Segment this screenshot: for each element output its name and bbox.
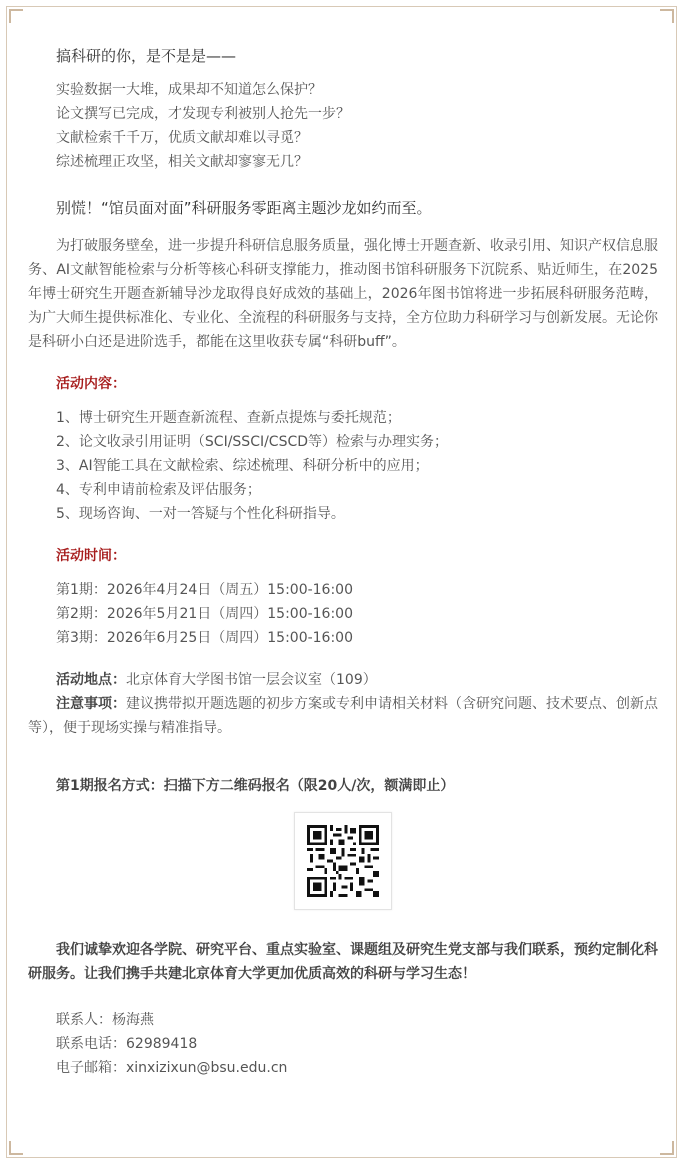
contact-phone: 联系电话：62989418 bbox=[56, 1036, 198, 1052]
content-item: 1、博士研究生开题查新流程、查新点提炼与委托规范； bbox=[56, 410, 401, 426]
content-item: 3、AI智能工具在文献检索、综述梳理、科研分析中的应用； bbox=[56, 458, 429, 474]
qr-code[interactable] bbox=[294, 812, 392, 910]
session-item: 第3期：2026年6月25日（周四）15:00-16:00 bbox=[56, 630, 354, 646]
notes-line bbox=[28, 692, 658, 740]
article-body bbox=[28, 44, 658, 1080]
session-item: 第1期：2026年4月24日（周五）15:00-16:00 bbox=[56, 582, 354, 598]
corner-ornament bbox=[660, 9, 674, 23]
location-label: 活动地点： bbox=[56, 672, 126, 688]
slogan: 别慌！“馆员面对面”科研服务零距离主题沙龙如约而至。 bbox=[56, 199, 432, 217]
intro-question: 实验数据一大堆，成果却不知道怎么保护？ bbox=[56, 82, 322, 98]
contact-email[interactable]: 电子邮箱：xinxizixun@bsu.edu.cn bbox=[56, 1060, 288, 1076]
corner-ornament bbox=[9, 9, 23, 23]
content-item: 5、现场咨询、一对一答疑与个性化科研指导。 bbox=[56, 506, 345, 522]
corner-ornament bbox=[9, 1141, 23, 1155]
activity-content-heading: 活动内容： bbox=[56, 376, 126, 392]
content-item: 2、论文收录引用证明（SCI/SSCI/CSCD等）检索与办理实务； bbox=[56, 434, 449, 450]
intro-question: 论文撰写已完成，才发现专利被别人抢先一步？ bbox=[56, 106, 350, 122]
closing-paragraph: 我们诚挚欢迎各学院、研究平台、重点实验室、课题组及研究生党支部与我们联系，预约定制化科研服务。让我们携手共建北京体育大学更加优质高效的科研与学习生态！ bbox=[28, 942, 658, 982]
intro-question: 文献检索千千万，优质文献却难以寻觅？ bbox=[56, 130, 308, 146]
session-item: 第2期：2026年5月21日（周四）15:00-16:00 bbox=[56, 606, 354, 622]
intro-title: 搞科研的你，是不是是—— bbox=[56, 47, 237, 65]
activity-time-heading: 活动时间： bbox=[56, 548, 126, 564]
location-value: 北京体育大学图书馆一层会议室（109） bbox=[126, 672, 377, 688]
intro-paragraph: 为打破服务壁垒，进一步提升科研信息服务质量，强化博士开题查新、收录引用、知识产权信息服务、AI文献智能检索与分析等核心科研支撑能力，推动图书馆科研服务下沉院系、贴近师生，在2025年博士研究生开题查新辅导沙龙取得良好成效的基础上，2026年图书馆将进一步拓展科研服务范畴，为广大师生提供标准化、专业化、全流程的科研服务与支持，全方位助力科研学习与创新发展。无论你是科研小白还是进阶选手，都能在这里收获专属“科研buff”。 bbox=[28, 238, 658, 350]
location-line bbox=[28, 668, 658, 692]
notes-label: 注意事项： bbox=[56, 696, 126, 712]
corner-ornament bbox=[660, 1141, 674, 1155]
qr-code-icon bbox=[307, 825, 379, 897]
content-item: 4、专利申请前检索及评估服务； bbox=[56, 482, 261, 498]
registration-text: 第1期报名方式：扫描下方二维码报名（限20人/次，额满即止） bbox=[56, 778, 455, 794]
contact-person: 联系人：杨海燕 bbox=[56, 1012, 154, 1028]
notes-value: 建议携带拟开题选题的初步方案或专利申请相关材料（含研究问题、技术要点、创新点等），便于现场实操与精准指导。 bbox=[28, 696, 658, 736]
intro-question: 综述梳理正攻坚，相关文献却寥寥无几？ bbox=[56, 154, 308, 170]
